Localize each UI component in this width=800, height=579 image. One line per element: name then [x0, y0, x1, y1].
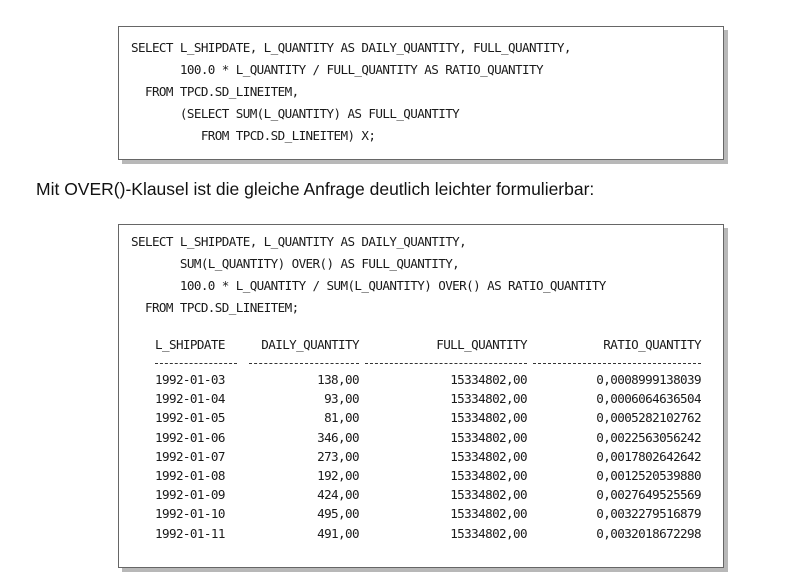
- code-line: 100.0 * L_QUANTITY / SUM(L_QUANTITY) OVER() AS RATIO_QUANTITY: [131, 278, 606, 293]
- table-row: [155, 447, 701, 466]
- cell-daily-quantity: 346,00: [317, 429, 359, 445]
- code-line: 100.0 * L_QUANTITY / FULL_QUANTITY AS RATIO_QUANTITY: [131, 62, 543, 77]
- table-row: [155, 504, 701, 523]
- cell-shipdate: 1992-01-04: [155, 391, 225, 407]
- sql-query-1-code: [131, 37, 571, 147]
- header-separator: [155, 355, 701, 370]
- table-row: [155, 408, 701, 427]
- cell-ratio-quantity: 0,0032018672298: [596, 525, 701, 541]
- cell-shipdate: 1992-01-03: [155, 372, 225, 387]
- cell-ratio-quantity: 0,0022563056242: [596, 429, 701, 445]
- code-line: SELECT L_SHIPDATE, L_QUANTITY AS DAILY_QUANTITY, FULL_QUANTITY,: [131, 40, 571, 55]
- cell-shipdate: 1992-01-07: [155, 448, 225, 464]
- table-row: [155, 485, 701, 504]
- table-row: [155, 370, 701, 389]
- cell-ratio-quantity: 0,0005282102762: [596, 410, 701, 426]
- separator-dash: [533, 363, 701, 364]
- cell-daily-quantity: 491,00: [317, 525, 359, 541]
- cell-shipdate: 1992-01-10: [155, 506, 225, 522]
- cell-full-quantity: 15334802,00: [450, 525, 527, 541]
- cell-shipdate: 1992-01-09: [155, 487, 225, 503]
- table-row: [155, 524, 701, 543]
- code-line: (SELECT SUM(L_QUANTITY) AS FULL_QUANTITY: [131, 106, 460, 121]
- code-line: SUM(L_QUANTITY) OVER() AS FULL_QUANTITY,: [131, 256, 460, 271]
- table-row: [155, 389, 701, 408]
- cell-full-quantity: 15334802,00: [450, 391, 527, 407]
- separator-dash: [155, 363, 237, 364]
- sql-query-box-2: [118, 224, 724, 568]
- cell-full-quantity: 15334802,00: [450, 468, 527, 484]
- separator-dash: [249, 363, 359, 364]
- cell-ratio-quantity: 0,0008999138039: [596, 372, 701, 387]
- cell-shipdate: 1992-01-05: [155, 410, 225, 426]
- cell-daily-quantity: 495,00: [317, 506, 359, 522]
- cell-daily-quantity: 273,00: [317, 448, 359, 464]
- code-line: FROM TPCD.SD_LINEITEM,: [131, 84, 299, 99]
- sql-query-box-1: [118, 26, 724, 160]
- cell-ratio-quantity: 0,0027649525569: [596, 487, 701, 503]
- cell-full-quantity: 15334802,00: [450, 506, 527, 522]
- cell-full-quantity: 15334802,00: [450, 429, 527, 445]
- cell-daily-quantity: 424,00: [317, 487, 359, 503]
- separator-dash: [365, 363, 527, 364]
- column-header: L_SHIPDATE: [155, 337, 225, 353]
- cell-shipdate: 1992-01-11: [155, 525, 225, 541]
- column-header: FULL_QUANTITY: [436, 337, 527, 353]
- table-row: [155, 466, 701, 485]
- caption-text: Mit OVER()-Klausel ist die gleiche Anfrage deutlich leichter formulierbar:: [36, 179, 595, 199]
- cell-ratio-quantity: 0,0032279516879: [596, 506, 701, 522]
- cell-daily-quantity: 138,00: [317, 372, 359, 387]
- code-line: FROM TPCD.SD_LINEITEM) X;: [131, 128, 376, 143]
- code-line: FROM TPCD.SD_LINEITEM;: [131, 300, 299, 315]
- cell-ratio-quantity: 0,0006064636504: [596, 391, 701, 407]
- cell-full-quantity: 15334802,00: [450, 487, 527, 503]
- column-header: DAILY_QUANTITY: [261, 337, 359, 353]
- code-line: SELECT L_SHIPDATE, L_QUANTITY AS DAILY_QUANTITY,: [131, 234, 467, 249]
- sql-query-2-code: [131, 231, 606, 319]
- result-header-row: [155, 335, 701, 355]
- cell-daily-quantity: 93,00: [324, 391, 359, 407]
- cell-ratio-quantity: 0,0017802642642: [596, 448, 701, 464]
- cell-daily-quantity: 81,00: [324, 410, 359, 426]
- cell-full-quantity: 15334802,00: [450, 410, 527, 426]
- cell-shipdate: 1992-01-06: [155, 429, 225, 445]
- cell-ratio-quantity: 0,0012520539880: [596, 468, 701, 484]
- cell-full-quantity: 15334802,00: [450, 448, 527, 464]
- cell-shipdate: 1992-01-08: [155, 468, 225, 484]
- cell-full-quantity: 15334802,00: [450, 372, 527, 387]
- table-row: [155, 428, 701, 447]
- column-header: RATIO_QUANTITY: [603, 337, 701, 353]
- result-table: [155, 335, 701, 543]
- cell-daily-quantity: 192,00: [317, 468, 359, 484]
